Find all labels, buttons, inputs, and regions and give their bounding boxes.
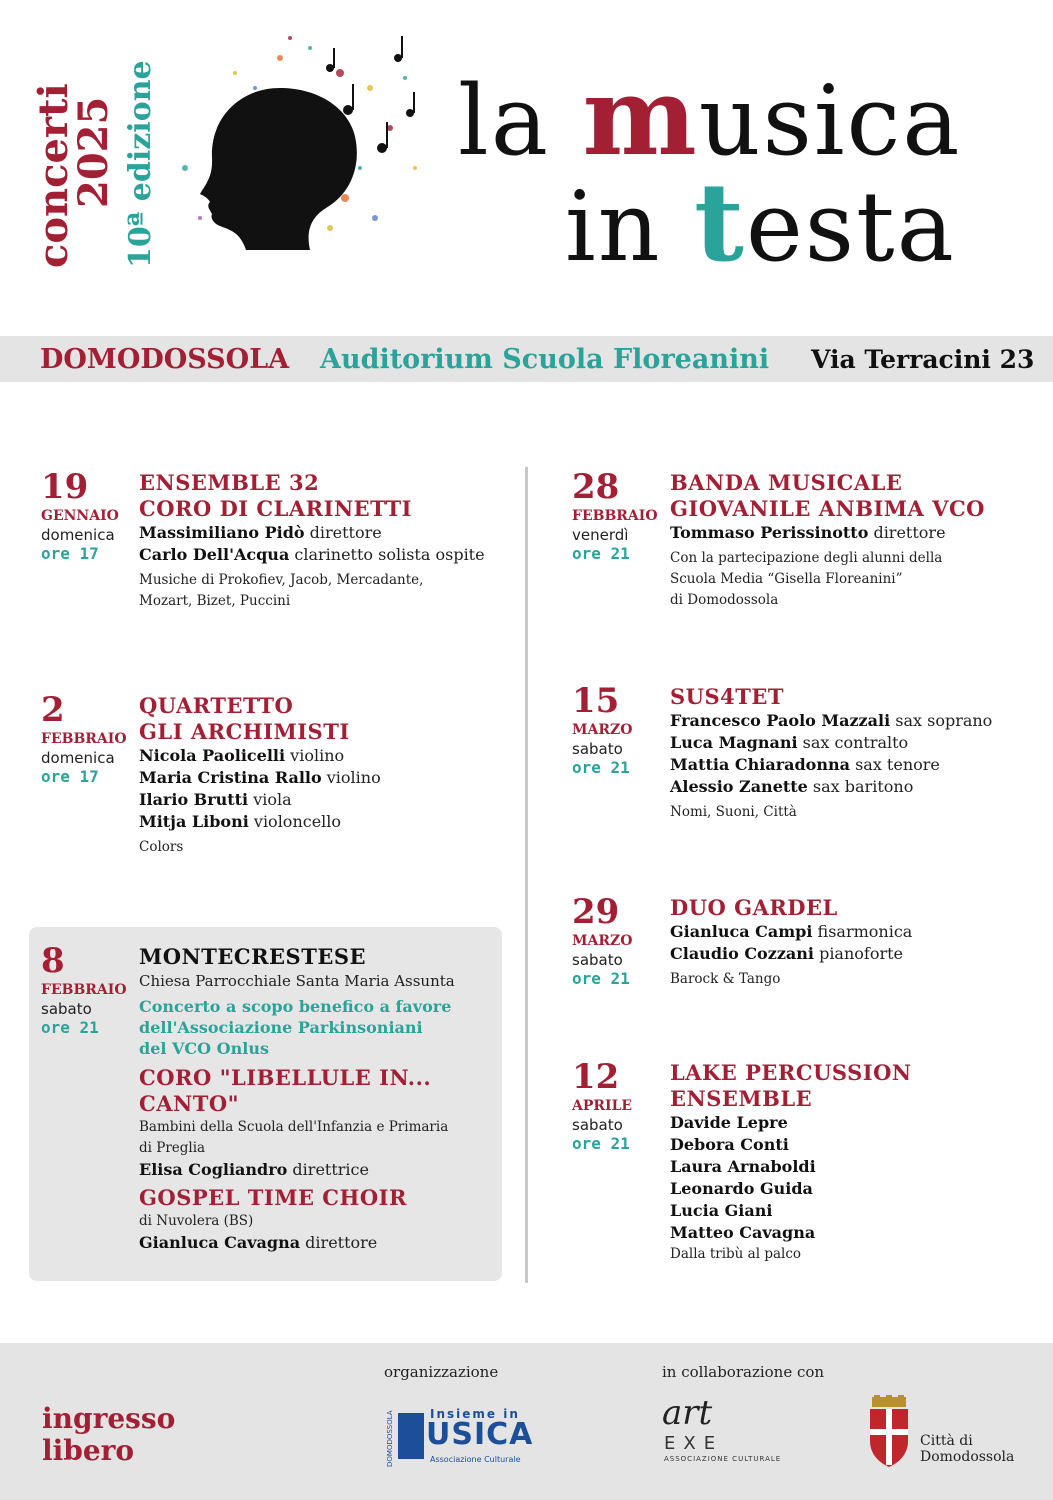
event-note: di Nuvolera (BS)	[139, 1213, 254, 1229]
performer	[670, 522, 1050, 544]
performer-name: Matteo Cavagna	[670, 1223, 816, 1242]
performer	[139, 1232, 519, 1254]
performer-role: direttore	[304, 523, 382, 542]
event-day: 2	[41, 690, 65, 730]
performer-role: pianoforte	[813, 944, 904, 963]
performer	[670, 1134, 1050, 1156]
performer	[670, 943, 1050, 965]
location-venue: Auditorium Scuola Floreanini	[320, 343, 770, 375]
event-month: MARZO	[572, 933, 633, 949]
event-date	[41, 467, 137, 564]
performer-name: Carlo Dell'Acqua	[139, 545, 290, 564]
free-entry-line: libero	[42, 1434, 135, 1467]
event-content	[139, 693, 519, 858]
art-exe-logo	[662, 1393, 782, 1469]
title-line-2	[565, 160, 956, 286]
organization-label: organizzazione	[384, 1363, 499, 1381]
event-title: LAKE PERCUSSION	[670, 1060, 912, 1085]
performer-role: sax contralto	[797, 733, 909, 752]
event-date	[572, 467, 668, 564]
title-letter-m: m	[582, 54, 699, 180]
performer-role: direttrice	[287, 1160, 369, 1179]
event-note: Dalla tribù al palco	[670, 1246, 802, 1262]
performer	[670, 921, 1050, 943]
header	[0, 0, 1053, 320]
footer	[0, 1343, 1053, 1500]
column-divider	[525, 467, 528, 1283]
performer-role: sax soprano	[890, 711, 993, 730]
event-subtitle: Chiesa Parrocchiale Santa Maria Assunta	[139, 972, 455, 990]
performer-name: Nicola Paolicelli	[139, 746, 286, 765]
head-silhouette	[200, 88, 357, 250]
org-logo-subtitle: Associazione Culturale	[430, 1455, 521, 1464]
event-date	[572, 892, 668, 989]
performer-name: Elisa Cogliandro	[139, 1160, 288, 1179]
header-edition: 10ª edizione	[123, 60, 158, 268]
performer-name: Francesco Paolo Mazzali	[670, 711, 891, 730]
event-month: GENNAIO	[41, 508, 119, 524]
performer	[670, 1178, 1050, 1200]
performer-name: Laura Arnaboldi	[670, 1157, 816, 1176]
city-name-line: Città di	[920, 1433, 973, 1449]
event-note: Colors	[139, 839, 184, 855]
insieme-in-musica-logo	[386, 1405, 534, 1467]
event-note: Barock & Tango	[670, 971, 781, 987]
performer-name: Lucia Giani	[670, 1201, 773, 1220]
event-note: Musiche di Prokofiev, Jacob, Mercadante,	[139, 572, 424, 588]
performer	[670, 732, 1050, 754]
performer	[139, 745, 519, 767]
performer	[670, 1222, 1050, 1244]
event-benefit: Concerto a scopo benefico a favore	[139, 997, 452, 1016]
event-weekday: domenica	[41, 749, 115, 767]
performer-role: clarinetto solista ospite	[289, 545, 485, 564]
performer-name: Mitja Liboni	[139, 812, 249, 831]
event-note: Bambini della Scuola dell'Infanzia e Primaria	[139, 1119, 449, 1135]
event-title: BANDA MUSICALE	[670, 470, 903, 495]
event-day: 15	[572, 681, 620, 721]
performer-name: Gianluca Campi	[670, 922, 813, 941]
art-logo-script: art	[662, 1393, 713, 1433]
performer	[139, 789, 519, 811]
performer-role: violino	[285, 746, 345, 765]
performer-name: Ilario Brutti	[139, 790, 249, 809]
event-benefit: del VCO Onlus	[139, 1039, 269, 1058]
performer	[139, 767, 519, 789]
event-content	[670, 684, 1050, 823]
location-city: DOMODOSSOLA	[40, 343, 290, 375]
performer-name: Alessio Zanette	[670, 777, 808, 796]
event-weekday: sabato	[41, 1000, 92, 1018]
event-title: GOSPEL TIME CHOIR	[139, 1185, 407, 1210]
performer-name: Debora Conti	[670, 1135, 789, 1154]
event-hour: ore 21	[572, 544, 630, 563]
free-entry-line: ingresso	[42, 1402, 176, 1435]
performer	[139, 811, 519, 833]
event-weekday: domenica	[41, 526, 115, 544]
performer	[139, 1159, 519, 1181]
event-day: 19	[41, 467, 89, 507]
collaboration-label: in collaborazione con	[662, 1363, 825, 1381]
performer-role: violino	[321, 768, 381, 787]
performer-name: Massimiliano Pidò	[139, 523, 305, 542]
location-band	[0, 336, 1053, 382]
event-note: Nomi, Suoni, Città	[670, 804, 797, 820]
event-day: 29	[572, 892, 620, 932]
event-note: di Domodossola	[670, 592, 779, 608]
city-logo	[866, 1395, 1016, 1471]
event-hour: ore 21	[572, 1134, 630, 1153]
event-title: SUS4TET	[670, 684, 785, 709]
event-title: GIOVANILE ANBIMA VCO	[670, 496, 985, 521]
free-entry	[42, 1403, 175, 1467]
event-title: CORO "LIBELLULE IN...	[139, 1065, 432, 1090]
event-hour: ore 21	[572, 969, 630, 988]
event-month: FEBBRAIO	[41, 731, 127, 747]
event-title: ENSEMBLE	[670, 1086, 813, 1111]
title-word-usica: usica	[698, 65, 962, 177]
event-content	[670, 895, 1050, 990]
event-hour: ore 21	[572, 758, 630, 777]
performer-role: violoncello	[248, 812, 342, 831]
art-logo-exe: EXE	[664, 1433, 724, 1454]
event-note: Mozart, Bizet, Puccini	[139, 593, 291, 609]
event-location-title: MONTECRESTESE	[139, 944, 367, 969]
event-hour: ore 17	[41, 767, 99, 786]
performer	[670, 776, 1050, 798]
org-logo-vertical-text: DOMODOSSOLA	[386, 1410, 394, 1467]
event-weekday: sabato	[572, 1116, 623, 1134]
title-letter-t: t	[694, 160, 746, 286]
event-date	[572, 1057, 668, 1154]
performer-role: sax tenore	[849, 755, 940, 774]
event-content	[139, 944, 519, 1254]
header-concerti: concerti	[30, 83, 77, 268]
event-title: GLI ARCHIMISTI	[139, 719, 350, 744]
event-weekday: venerdì	[572, 526, 629, 544]
event-title: QUARTETTO	[139, 693, 294, 718]
performer-name: Davide Lepre	[670, 1113, 788, 1132]
event-day: 12	[572, 1057, 620, 1097]
performer-name: Tommaso Perissinotto	[670, 523, 869, 542]
performer	[139, 522, 519, 544]
performer	[670, 1112, 1050, 1134]
event-month: MARZO	[572, 722, 633, 738]
event-date	[572, 681, 668, 778]
event-weekday: sabato	[572, 740, 623, 758]
performer-name: Claudio Cozzani	[670, 944, 814, 963]
title-word-esta: esta	[745, 171, 956, 283]
title-word-in: in	[565, 171, 695, 283]
performer	[139, 544, 519, 566]
performer-role: sax baritono	[807, 777, 914, 796]
performer-role: direttore	[868, 523, 946, 542]
location-address: Via Terracini 23	[811, 344, 1035, 374]
event-note: Scuola Media “Gisella Floreanini”	[670, 571, 903, 587]
performer	[670, 1200, 1050, 1222]
performer	[670, 710, 1050, 732]
performer-role: direttore	[300, 1233, 378, 1252]
org-logo-big-text: USICA	[426, 1417, 534, 1452]
event-title: DUO GARDEL	[670, 895, 838, 920]
title-word-la: la	[458, 65, 583, 177]
city-crest-icon	[866, 1395, 912, 1467]
performer	[670, 754, 1050, 776]
performer-role: fisarmonica	[812, 922, 913, 941]
performer-name: Gianluca Cavagna	[139, 1233, 301, 1252]
music-m-icon	[398, 1413, 424, 1459]
performer-name: Maria Cristina Rallo	[139, 768, 322, 787]
head-silhouette-illustration	[160, 18, 440, 268]
event-month: FEBBRAIO	[41, 982, 127, 998]
event-title: CORO DI CLARINETTI	[139, 496, 412, 521]
city-name	[920, 1433, 1014, 1465]
event-day: 8	[41, 941, 65, 981]
org-logo-top-text: Insieme in	[430, 1407, 520, 1421]
event-note: di Preglia	[139, 1140, 206, 1156]
event-hour: ore 21	[41, 1018, 99, 1037]
event-day: 28	[572, 467, 620, 507]
event-date	[41, 690, 137, 787]
performer-name: Leonardo Guida	[670, 1179, 813, 1198]
event-note: Con la partecipazione degli alunni della	[670, 550, 943, 566]
event-month: FEBBRAIO	[572, 508, 658, 524]
header-year: 2025	[70, 96, 117, 208]
event-benefit: dell'Associazione Parkinsoniani	[139, 1018, 423, 1037]
event-weekday: sabato	[572, 951, 623, 969]
performer	[670, 1156, 1050, 1178]
event-title: CANTO"	[139, 1091, 240, 1116]
event-content	[670, 1060, 1050, 1265]
title-line-1	[458, 54, 962, 180]
event-content	[670, 470, 1050, 611]
performer-name: Luca Magnani	[670, 733, 798, 752]
event-content	[139, 470, 519, 612]
performer-name: Mattia Chiaradonna	[670, 755, 850, 774]
event-date	[41, 941, 137, 1038]
event-title: ENSEMBLE 32	[139, 470, 320, 495]
event-hour: ore 17	[41, 544, 99, 563]
event-month: APRILE	[572, 1098, 633, 1114]
city-name-line: Domodossola	[920, 1449, 1015, 1465]
art-logo-subtitle: ASSOCIAZIONE CULTURALE	[664, 1455, 782, 1463]
performer-role: viola	[248, 790, 292, 809]
